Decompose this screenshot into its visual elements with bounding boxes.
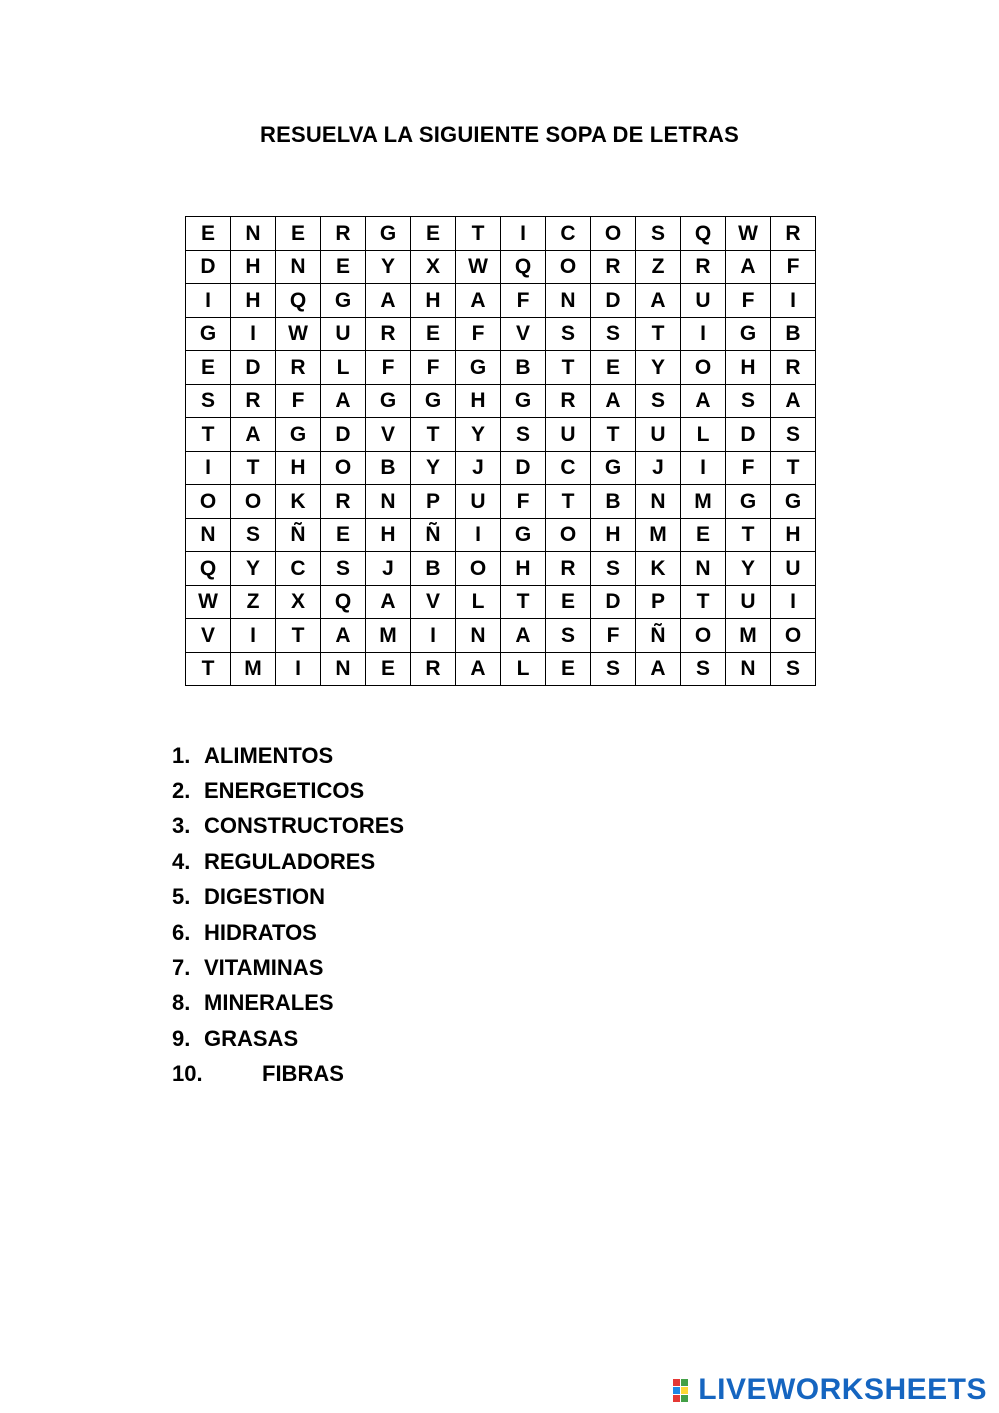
grid-cell[interactable]: D [186,250,231,284]
grid-cell[interactable]: H [771,518,816,552]
grid-cell[interactable]: T [186,652,231,686]
grid-cell[interactable]: Y [726,552,771,586]
grid-cell[interactable]: O [456,552,501,586]
grid-cell[interactable]: B [501,351,546,385]
grid-cell[interactable]: S [321,552,366,586]
grid-row [186,384,816,418]
word-text: VITAMINAS [204,955,324,981]
grid-cell[interactable]: U [321,317,366,351]
grid-cell[interactable]: P [411,485,456,519]
grid-cell[interactable]: N [681,552,726,586]
grid-cell[interactable]: F [276,384,321,418]
grid-cell[interactable]: Y [411,451,456,485]
grid-cell[interactable]: R [681,250,726,284]
liveworksheets-logo-icon [673,1379,695,1401]
word-list-item [172,1021,404,1056]
grid-cell[interactable]: U [726,585,771,619]
grid-cell[interactable]: A [681,384,726,418]
grid-cell[interactable]: G [591,451,636,485]
grid-cell[interactable]: V [186,619,231,653]
grid-cell[interactable]: L [501,652,546,686]
grid-cell[interactable]: T [546,351,591,385]
grid-row [186,351,816,385]
grid-cell[interactable]: F [501,485,546,519]
word-number: 2. [172,778,191,804]
grid-cell[interactable]: Y [636,351,681,385]
liveworksheets-logo-text: LIVEWORKSHEETS [698,1373,987,1406]
grid-cell[interactable]: R [366,317,411,351]
grid-cell[interactable]: D [726,418,771,452]
grid-cell[interactable]: N [186,518,231,552]
grid-cell[interactable]: C [546,451,591,485]
grid-cell[interactable]: A [591,384,636,418]
grid-cell[interactable]: H [411,284,456,318]
grid-cell[interactable]: G [276,418,321,452]
grid-cell[interactable]: M [231,652,276,686]
word-text: ALIMENTOS [204,742,334,768]
grid-cell[interactable]: U [636,418,681,452]
grid-cell[interactable]: P [636,585,681,619]
grid-cell[interactable]: S [501,418,546,452]
grid-cell[interactable]: I [681,451,726,485]
grid-cell[interactable]: T [726,518,771,552]
grid-cell[interactable]: S [591,317,636,351]
word-list-item [172,880,404,915]
grid-cell[interactable]: M [681,485,726,519]
grid-cell[interactable]: G [456,351,501,385]
grid-cell[interactable]: Z [636,250,681,284]
word-text: REGULADORES [204,848,376,874]
grid-cell[interactable]: E [186,351,231,385]
grid-cell[interactable]: K [276,485,321,519]
grid-row [186,284,816,318]
word-list-item [172,915,404,950]
grid-row [186,317,816,351]
grid-cell[interactable]: A [636,652,681,686]
grid-cell[interactable]: E [321,250,366,284]
grid-cell[interactable]: K [636,552,681,586]
grid-cell[interactable]: G [501,518,546,552]
grid-cell[interactable]: E [366,652,411,686]
grid-row [186,652,816,686]
grid-cell[interactable]: R [411,652,456,686]
grid-cell[interactable]: S [636,384,681,418]
grid-cell[interactable]: F [771,250,816,284]
grid-row [186,250,816,284]
grid-cell[interactable]: R [771,217,816,251]
grid-cell[interactable]: I [456,518,501,552]
grid-cell[interactable]: I [276,652,321,686]
word-text: MINERALES [204,990,334,1016]
grid-cell[interactable]: V [501,317,546,351]
grid-cell[interactable]: F [591,619,636,653]
grid-cell[interactable]: D [321,418,366,452]
grid-cell[interactable]: F [366,351,411,385]
grid-cell[interactable]: A [366,284,411,318]
grid-cell[interactable]: B [591,485,636,519]
grid-cell[interactable]: A [771,384,816,418]
grid-cell[interactable]: X [411,250,456,284]
grid-cell[interactable]: H [231,250,276,284]
grid-cell[interactable]: T [411,418,456,452]
word-text: ENERGETICOS [204,778,365,804]
grid-cell[interactable]: L [681,418,726,452]
grid-cell[interactable]: I [411,619,456,653]
word-number: 7. [172,955,191,981]
word-list-item [172,1057,404,1092]
grid-cell[interactable]: M [726,619,771,653]
grid-cell[interactable]: R [276,351,321,385]
liveworksheets-logo [673,1375,987,1405]
grid-cell[interactable]: C [276,552,321,586]
grid-cell[interactable]: N [366,485,411,519]
grid-cell[interactable]: O [546,250,591,284]
grid-cell[interactable]: T [681,585,726,619]
grid-cell[interactable]: H [231,284,276,318]
grid-cell[interactable]: S [681,652,726,686]
grid-cell[interactable]: S [771,652,816,686]
grid-cell[interactable]: N [231,217,276,251]
grid-cell[interactable]: G [366,384,411,418]
grid-row [186,585,816,619]
word-list-item [172,809,404,844]
word-text: CONSTRUCTORES [204,813,405,839]
grid-cell[interactable]: Q [276,284,321,318]
grid-cell[interactable]: S [726,384,771,418]
grid-row [186,518,816,552]
grid-cell[interactable]: V [411,585,456,619]
grid-cell[interactable]: H [276,451,321,485]
grid-cell[interactable]: S [231,518,276,552]
grid-cell[interactable]: B [366,451,411,485]
grid-row [186,619,816,653]
grid-cell[interactable]: E [546,585,591,619]
word-list-item [172,986,404,1021]
word-number: 5. [172,884,191,910]
grid-cell[interactable]: O [321,451,366,485]
grid-cell[interactable]: Ñ [411,518,456,552]
grid-cell[interactable]: N [276,250,321,284]
grid-cell[interactable]: J [636,451,681,485]
grid-cell[interactable]: E [681,518,726,552]
grid-cell[interactable]: R [231,384,276,418]
grid-cell[interactable]: L [456,585,501,619]
grid-cell[interactable]: W [186,585,231,619]
grid-cell[interactable]: S [591,552,636,586]
grid-cell[interactable]: A [321,384,366,418]
grid-cell[interactable]: M [366,619,411,653]
grid-cell[interactable]: I [231,317,276,351]
grid-cell[interactable]: T [456,217,501,251]
grid-cell[interactable]: A [321,619,366,653]
grid-cell[interactable]: S [636,217,681,251]
grid-cell[interactable]: A [456,284,501,318]
grid-cell[interactable]: G [366,217,411,251]
grid-cell[interactable]: R [546,552,591,586]
grid-cell[interactable]: N [546,284,591,318]
grid-cell[interactable]: O [546,518,591,552]
grid-cell[interactable]: S [546,317,591,351]
grid-cell[interactable]: Y [456,418,501,452]
grid-cell[interactable]: T [186,418,231,452]
word-text: FIBRAS [262,1061,344,1087]
grid-cell[interactable]: S [546,619,591,653]
word-number: 6. [172,919,191,945]
grid-cell[interactable]: S [771,418,816,452]
grid-cell[interactable]: W [726,217,771,251]
grid-row [186,485,816,519]
grid-cell[interactable]: T [771,451,816,485]
grid-cell[interactable]: E [591,351,636,385]
grid-cell[interactable]: T [276,619,321,653]
grid-cell[interactable]: B [771,317,816,351]
grid-cell[interactable]: U [456,485,501,519]
grid-row [186,217,816,251]
grid-cell[interactable]: N [636,485,681,519]
grid-cell[interactable]: C [546,217,591,251]
grid-cell[interactable]: I [501,217,546,251]
grid-cell[interactable]: F [456,317,501,351]
grid-cell[interactable]: D [231,351,276,385]
grid-cell[interactable]: J [366,552,411,586]
word-number: 4. [172,848,191,874]
grid-cell[interactable]: T [231,451,276,485]
word-number: 3. [172,813,191,839]
grid-cell[interactable]: J [456,451,501,485]
grid-cell[interactable]: R [771,351,816,385]
grid-cell[interactable]: M [636,518,681,552]
grid-cell[interactable]: Q [321,585,366,619]
grid-cell[interactable]: A [366,585,411,619]
grid-cell[interactable]: I [231,619,276,653]
grid-cell[interactable]: Y [366,250,411,284]
word-list-item [172,844,404,879]
grid-cell[interactable]: O [771,619,816,653]
grid-cell[interactable]: Ñ [636,619,681,653]
grid-cell[interactable]: H [456,384,501,418]
grid-cell[interactable]: D [501,451,546,485]
grid-cell[interactable]: A [636,284,681,318]
worksheet-title: RESUELVA LA SIGUIENTE SOPA DE LETRAS [259,122,740,147]
grid-cell[interactable]: F [411,351,456,385]
word-text: HIDRATOS [204,919,317,945]
word-text: GRASAS [204,1025,299,1051]
grid-cell[interactable]: O [591,217,636,251]
grid-cell[interactable]: O [681,619,726,653]
grid-cell[interactable]: A [501,619,546,653]
grid-cell[interactable]: A [231,418,276,452]
grid-cell[interactable]: G [771,485,816,519]
grid-cell[interactable]: H [726,351,771,385]
grid-cell[interactable]: G [321,284,366,318]
grid-cell[interactable]: A [456,652,501,686]
grid-cell[interactable]: U [546,418,591,452]
grid-cell[interactable]: F [726,284,771,318]
grid-cell[interactable]: R [591,250,636,284]
grid-cell[interactable]: R [321,217,366,251]
grid-cell[interactable]: D [591,585,636,619]
grid-cell[interactable]: A [726,250,771,284]
grid-cell[interactable]: O [231,485,276,519]
grid-cell[interactable]: N [726,652,771,686]
grid-cell[interactable]: O [186,485,231,519]
grid-cell[interactable]: E [411,217,456,251]
word-number: 8. [172,990,191,1016]
word-number: 9. [172,1025,191,1051]
grid-cell[interactable]: G [726,317,771,351]
grid-cell[interactable]: H [366,518,411,552]
grid-cell[interactable]: N [456,619,501,653]
word-list [172,738,404,1092]
grid-cell[interactable]: V [366,418,411,452]
word-list-item [172,950,404,985]
grid-cell[interactable]: E [276,217,321,251]
grid-cell[interactable]: E [321,518,366,552]
grid-cell[interactable]: U [681,284,726,318]
grid-cell[interactable]: W [276,317,321,351]
grid-cell[interactable]: G [726,485,771,519]
grid-cell[interactable]: I [771,585,816,619]
grid-cell[interactable]: W [456,250,501,284]
grid-cell[interactable]: T [636,317,681,351]
grid-cell[interactable]: N [321,652,366,686]
grid-cell[interactable]: Ñ [276,518,321,552]
word-list-item [172,738,404,773]
grid-row [186,552,816,586]
grid-cell[interactable]: Q [186,552,231,586]
grid-cell[interactable]: S [591,652,636,686]
grid-cell[interactable]: B [411,552,456,586]
grid-cell[interactable]: F [726,451,771,485]
grid-cell[interactable]: I [186,284,231,318]
grid-cell[interactable]: I [186,451,231,485]
grid-cell[interactable]: Q [681,217,726,251]
grid-cell[interactable]: R [321,485,366,519]
grid-row [186,451,816,485]
grid-cell[interactable]: F [501,284,546,318]
grid-cell[interactable]: Q [501,250,546,284]
word-list-item [172,773,404,808]
grid-cell[interactable]: X [276,585,321,619]
word-search-grid [185,216,816,686]
grid-cell[interactable]: L [321,351,366,385]
grid-cell[interactable]: O [681,351,726,385]
grid-cell[interactable]: G [501,384,546,418]
grid-cell[interactable]: S [186,384,231,418]
grid-cell[interactable]: H [501,552,546,586]
grid-cell[interactable]: I [681,317,726,351]
grid-cell[interactable]: I [771,284,816,318]
grid-cell[interactable]: E [411,317,456,351]
grid-cell[interactable]: Y [231,552,276,586]
grid-cell[interactable]: E [546,652,591,686]
grid-row [186,418,816,452]
word-text: DIGESTION [204,884,326,910]
grid-cell[interactable]: G [186,317,231,351]
grid-cell[interactable]: Z [231,585,276,619]
word-number: 1. [172,742,191,768]
grid-cell[interactable]: G [411,384,456,418]
word-number: 10. [172,1061,203,1087]
grid-cell[interactable]: H [591,518,636,552]
grid-cell[interactable]: T [591,418,636,452]
grid-cell[interactable]: R [546,384,591,418]
grid-cell[interactable]: T [501,585,546,619]
grid-cell[interactable]: T [546,485,591,519]
grid-cell[interactable]: U [771,552,816,586]
grid-cell[interactable]: D [591,284,636,318]
grid-cell[interactable]: E [186,217,231,251]
